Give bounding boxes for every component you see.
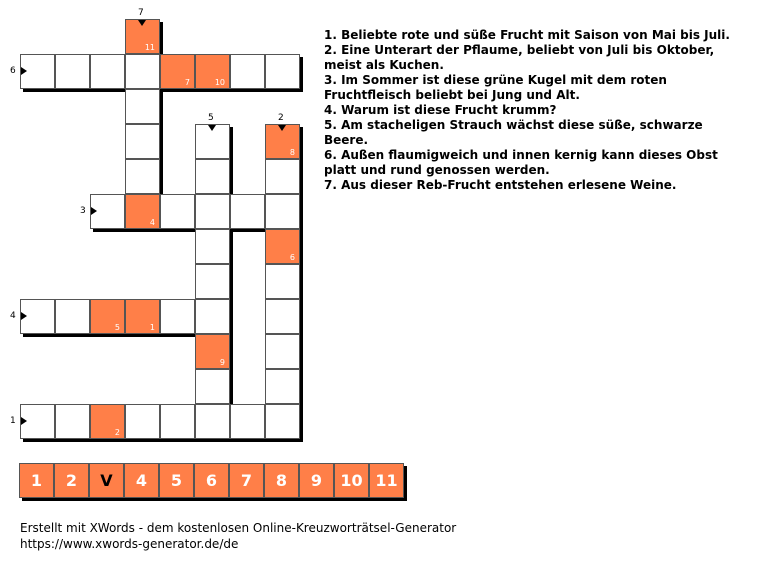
solution-cell[interactable] (125, 194, 160, 229)
clue-item: 4. Warum ist diese Frucht krumm? (324, 103, 557, 117)
grid-cell[interactable] (125, 89, 160, 124)
clue-number: 3 (80, 206, 86, 216)
grid-cell[interactable] (195, 194, 230, 229)
solution-cell[interactable] (125, 299, 160, 334)
grid-cell[interactable] (160, 194, 195, 229)
grid-cell[interactable] (160, 404, 195, 439)
solution-box[interactable]: 7 (229, 463, 264, 498)
solution-index-label: 11 (144, 43, 155, 52)
solution-box[interactable]: 1 (19, 463, 54, 498)
solution-box[interactable]: 4 (124, 463, 159, 498)
grid-cell[interactable] (265, 369, 300, 404)
grid-cell[interactable] (195, 299, 230, 334)
solution-index-label: 2 (114, 428, 120, 437)
arrow-right-icon (21, 312, 27, 320)
clue-number: 1 (10, 416, 16, 426)
grid-cell[interactable] (55, 299, 90, 334)
solution-box[interactable]: V (89, 463, 124, 498)
solution-index-label: 9 (219, 358, 225, 367)
solution-index-label: 10 (214, 78, 225, 87)
solution-index-label: 8 (289, 148, 295, 157)
grid-cell[interactable] (265, 264, 300, 299)
solution-box[interactable]: 10 (334, 463, 369, 498)
solution-box[interactable]: 8 (264, 463, 299, 498)
clue-item: 5. Am stacheligen Strauch wächst diese süße, schwarze Beere. (324, 118, 703, 147)
footer-url[interactable]: https://www.xwords-generator.de/de (20, 537, 239, 551)
grid-cell[interactable] (265, 299, 300, 334)
clue-item: 6. Außen flaumigweich und innen kernig kann dieses Obst platt und rund genossen werden. (324, 148, 718, 177)
clue-number: 6 (10, 66, 16, 76)
grid-cell[interactable] (160, 299, 195, 334)
arrow-down-icon (278, 125, 286, 131)
clue-item: 7. Aus dieser Reb-Frucht entstehen erlesene Weine. (324, 178, 677, 192)
solution-box[interactable]: 6 (194, 463, 229, 498)
grid-cell[interactable] (195, 264, 230, 299)
footer (20, 520, 456, 552)
grid-cell[interactable] (265, 404, 300, 439)
clue-item: 2. Eine Unterart der Pflaume, beliebt von Juli bis Oktober, meist als Kuchen. (324, 43, 715, 72)
grid-cell[interactable] (265, 334, 300, 369)
grid-cell[interactable] (125, 124, 160, 159)
grid-cell[interactable] (195, 159, 230, 194)
solution-index-label: 4 (149, 218, 155, 227)
grid-cell[interactable] (265, 194, 300, 229)
arrow-down-icon (208, 125, 216, 131)
clue-list (324, 28, 744, 193)
solution-index-label: 7 (184, 78, 190, 87)
grid-cell[interactable] (125, 404, 160, 439)
grid-cell[interactable] (55, 54, 90, 89)
solution-box[interactable]: 9 (299, 463, 334, 498)
grid-cell[interactable] (230, 194, 265, 229)
grid-cell[interactable] (125, 159, 160, 194)
solution-cell[interactable] (90, 404, 125, 439)
solution-box[interactable]: 5 (159, 463, 194, 498)
grid-cell[interactable] (230, 404, 265, 439)
grid-cell[interactable] (125, 54, 160, 89)
grid-cell[interactable] (230, 54, 265, 89)
grid-cell[interactable] (265, 54, 300, 89)
arrow-down-icon (138, 20, 146, 26)
solution-box[interactable]: 2 (54, 463, 89, 498)
solution-row (19, 463, 404, 498)
solution-index-label: 1 (149, 323, 155, 332)
grid-cell[interactable] (195, 369, 230, 404)
grid-cell[interactable] (195, 404, 230, 439)
solution-index-label: 6 (289, 253, 295, 262)
grid-cell[interactable] (55, 404, 90, 439)
clue-item: 3. Im Sommer ist diese grüne Kugel mit dem roten Fruchtfleisch beliebt bei Jung und Alt. (324, 73, 667, 102)
solution-cell[interactable] (195, 334, 230, 369)
clue-item: 1. Beliebte rote und süße Frucht mit Saison von Mai bis Juli. (324, 28, 730, 42)
arrow-right-icon (21, 67, 27, 75)
arrow-right-icon (21, 417, 27, 425)
clue-number: 2 (278, 113, 284, 123)
solution-box[interactable]: 11 (369, 463, 404, 498)
grid-cell[interactable] (265, 159, 300, 194)
clue-number: 7 (138, 8, 144, 18)
solution-index-label: 5 (114, 323, 120, 332)
solution-cell[interactable] (160, 54, 195, 89)
crossword-grid (0, 0, 340, 450)
clue-number: 5 (208, 113, 214, 123)
solution-cell[interactable] (265, 229, 300, 264)
clue-number: 4 (10, 311, 16, 321)
arrow-right-icon (91, 207, 97, 215)
footer-credit: Erstellt mit XWords - dem kostenlosen Online-Kreuzworträtsel-Generator (20, 521, 457, 535)
grid-cell[interactable] (90, 54, 125, 89)
grid-cell[interactable] (195, 229, 230, 264)
solution-cell[interactable] (90, 299, 125, 334)
solution-cell[interactable] (195, 54, 230, 89)
